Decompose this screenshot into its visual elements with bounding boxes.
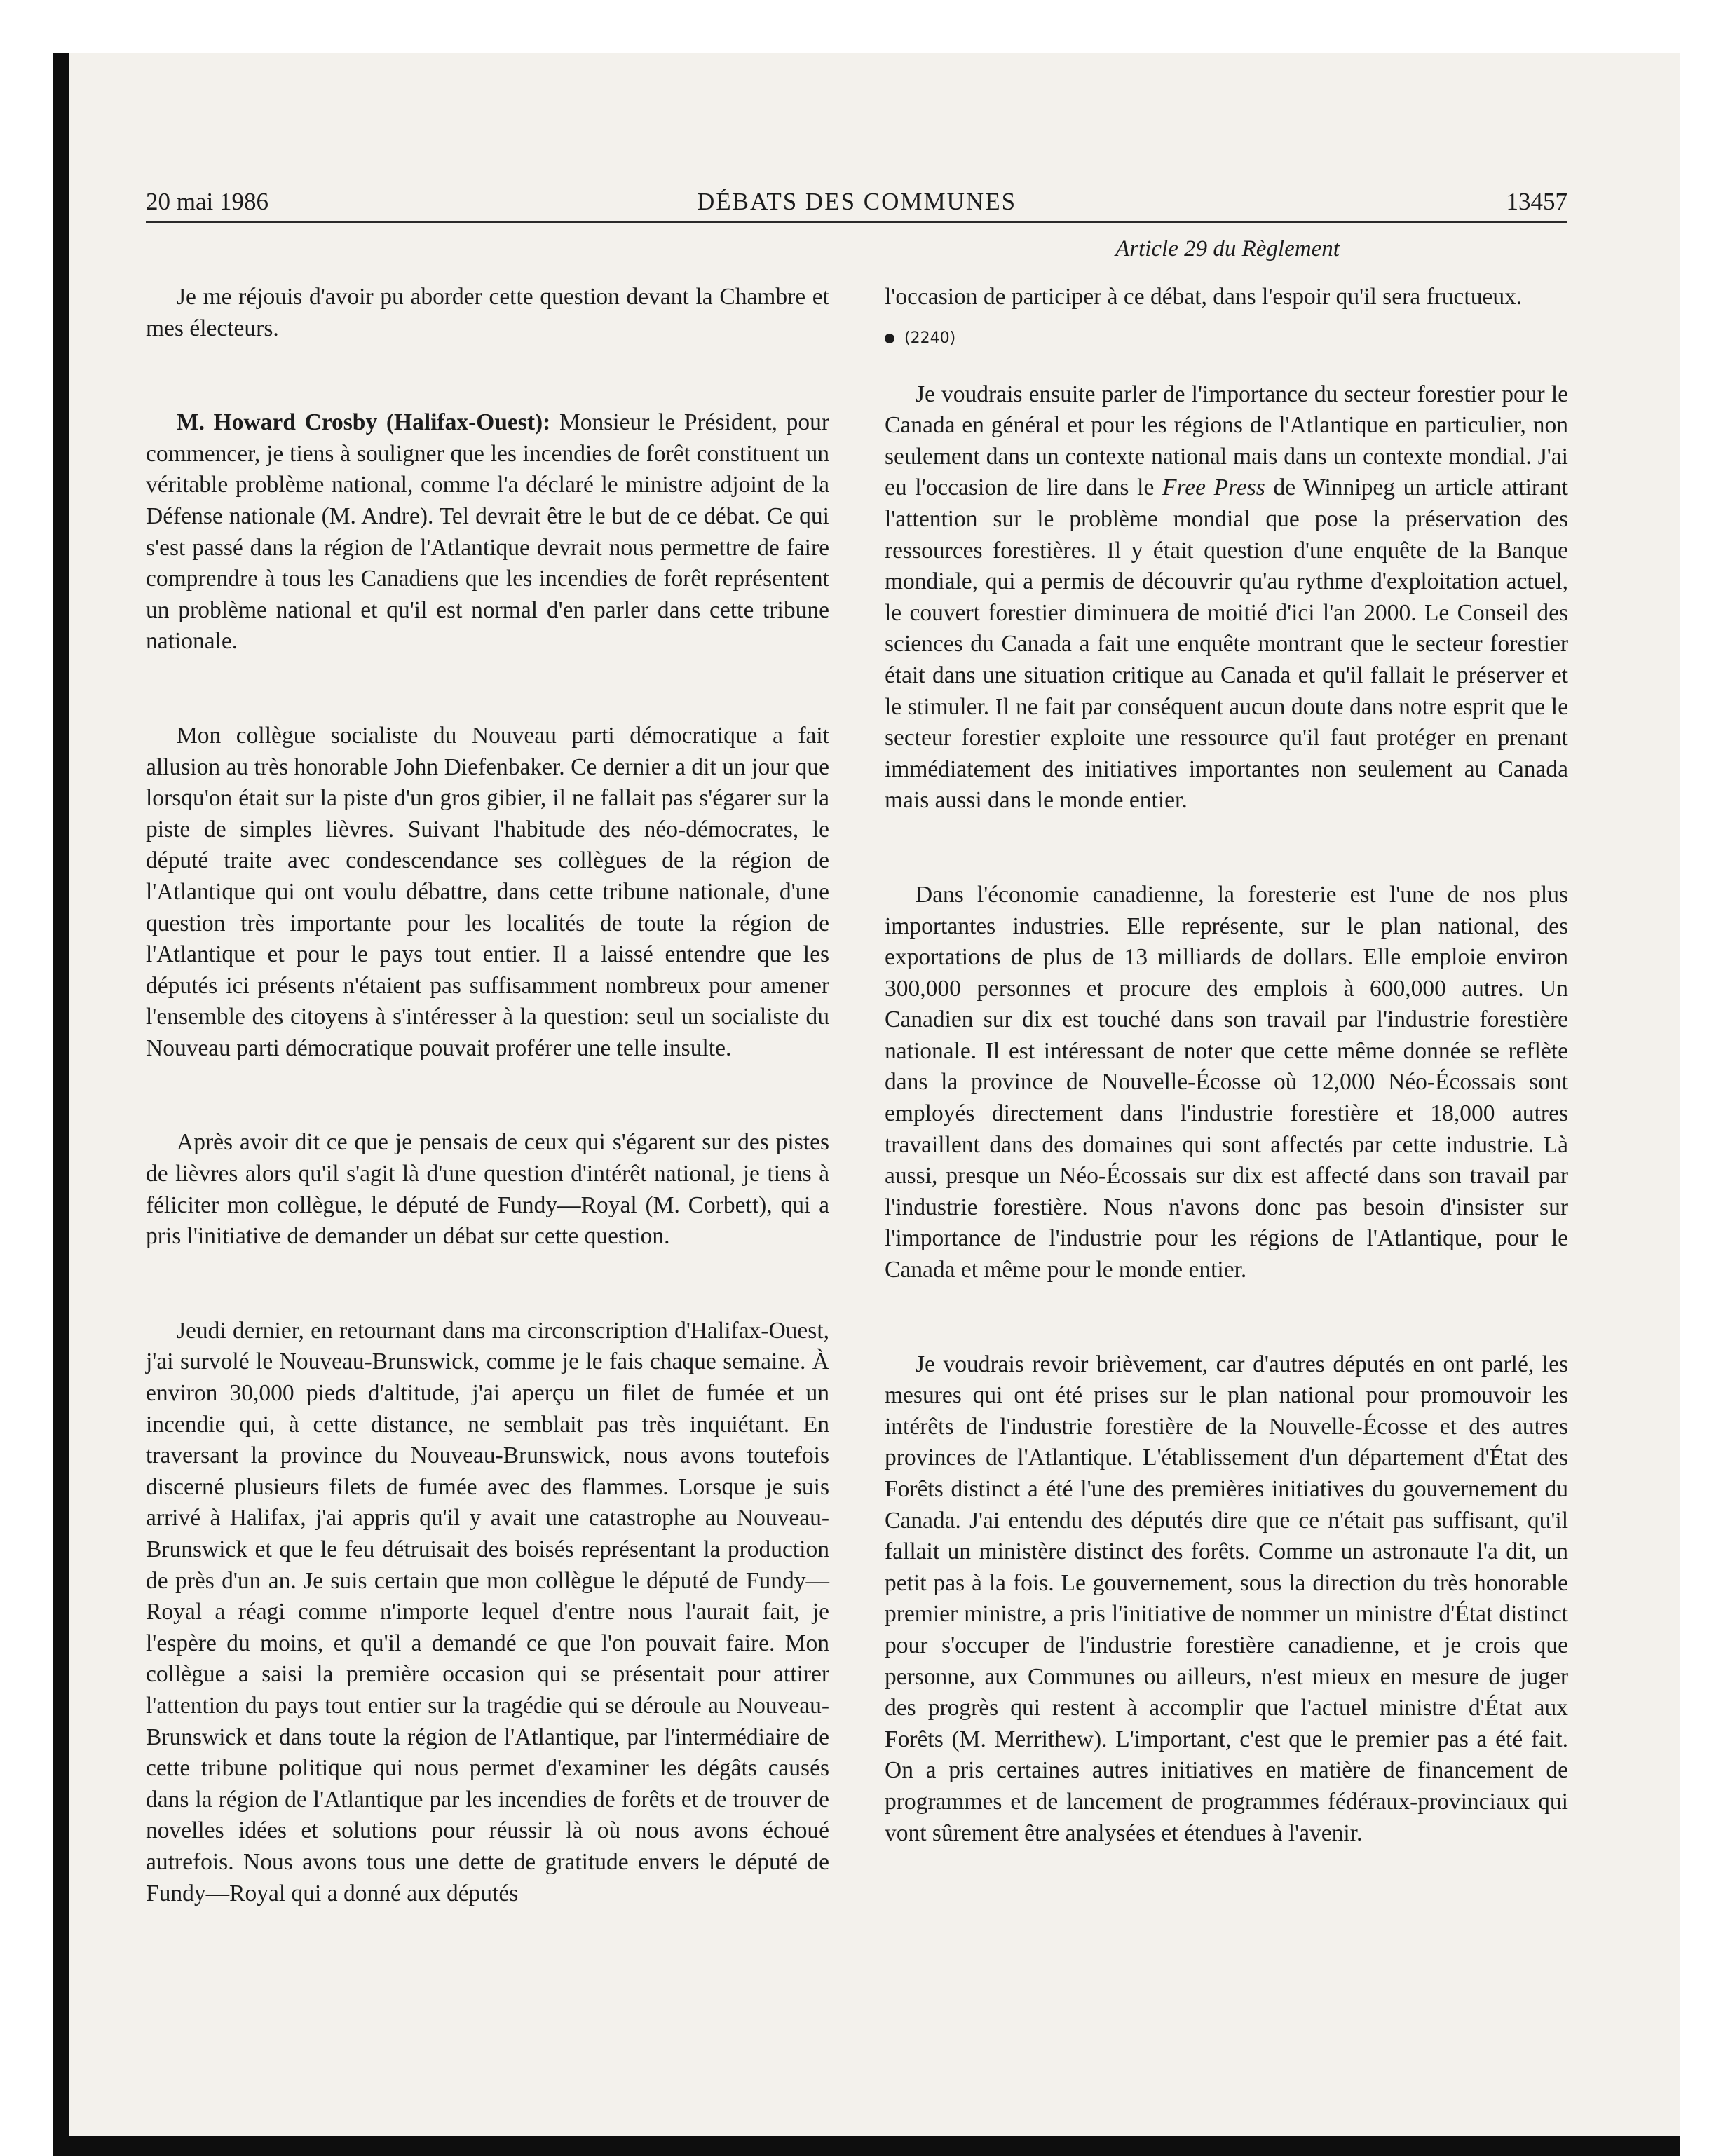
section-label: Article 29 du Règlement <box>1115 236 1340 261</box>
running-header <box>146 181 1567 223</box>
header-publication: DÉBATS DES COMMUNES <box>696 188 1017 215</box>
paragraph-text: Je voudrais ensuite parler de l'importance du secteur forestier pour le Canada en général et pour les régions de l'Atlantique en particulier, non seulement dans un contexte national mais dans un contexte mondial. J'ai eu l'occasion de lire dans le <box>885 381 1568 501</box>
scan-edge-left <box>53 53 69 2150</box>
newspaper-title: Free Press <box>1162 475 1265 501</box>
speaker-paragraph <box>146 407 829 657</box>
paragraph: Jeudi dernier, en retournant dans ma circonscription d'Halifax-Ouest, j'ai survolé le Nouveau-Brunswick, comme je le fais chaque semaine. À environ 30,000 pieds d'altitude, j'ai aperçu un filet de fumée et un incendie qui, à cette distance, ne semblait pas très inquiétant. En traversant la province du Nouveau-Brunswick, nous avons toutefois discerné plusieurs filets de fumée avec des flammes. Lorsque je suis arrivé à Halifax, j'ai appris qu'il y avait une catastrophe au Nouveau-Brunswick et que le feu détruisait des boisés représentant la production de près d'un an. Je suis certain que mon collègue le député de Fundy—Royal a réagi comme n'importe lequel d'entre nous l'aurait fait, je l'espère du moins, et qu'il a demandé ce que l'on pouvait faire. Mon collègue a saisi la première occasion qui se présentait pour attirer l'attention du pays tout entier sur la tragédie qui se déroule au Nouveau-Brunswick et dans toute la région de l'Atlantique, par l'intermédiaire de cette tribune politique qui nous permet d'examiner les dégâts causés dans la région de l'Atlantique par les incendies de forêts et de trouver de novelles idées et solutions pour réussir là où nous avons échoué autrefois. Nous avons tous une dette de gratitude envers le député de Fundy—Royal qui a donné aux députés <box>146 1317 829 1906</box>
paragraph: Dans l'économie canadienne, la foresterie est l'une de nos plus importantes industries. Elle représente, sur le plan national, des exportations de plus de 13 milliards de dollars. Elle emploie environ 300,000 personnes et procure des emplois à 600,000 autres. Un Canadien sur dix est touché dans son travail par l'industrie forestière nationale. Il est intéressant de noter que cette même donnée se reflète dans la province de Nouvelle-Écosse où 12,000 Néo-Écossais sont employés directement dans l'industrie forestière et 18,000 autres travaillent dans des domaines qui sont affectés par cette industrie. Là aussi, presque un Néo-Écossais sur dix est affecté dans son travail par l'industrie forestière. Nous n'avons donc pas besoin d'insister sur l'importance de l'industrie pour les régions de l'Atlantique, pour le Canada et même pour le monde entier. <box>885 881 1568 1283</box>
right-column <box>885 282 1568 1849</box>
paragraph: Mon collègue socialiste du Nouveau parti démocratique a fait allusion au très honorable John Diefenbaker. Ce dernier a dit un jour que lorsqu'on était sur la piste d'un gros gibier, il ne fallait pas s'égarer sur la piste de simples lièvres. Suivant l'habitude des néo-démocrates, le député traite avec condescendance ses collègues de la région de l'Atlantique qui ont voulu débattre, dans cette tribune nationale, d'une question très importante pour les localités de toute la région de l'Atlantique et pour le pays tout entier. Il a laissé entendre que les députés ici présents n'étaient pas suffisamment nombreux pour amener l'ensemble des citoyens à s'intéresser à la question: seul un socialiste du Nouveau parti démocratique pouvait proférer une telle insulte. <box>146 722 829 1061</box>
header-date: 20 mai 1986 <box>146 188 268 215</box>
paragraph-continued: l'occasion de participer à ce débat, dans l'espoir qu'il sera fructueux. <box>885 284 1523 310</box>
paragraph: Je voudrais revoir brièvement, car d'autres députés en ont parlé, les mesures qui ont été prises sur le plan national pour promouvoir les intérêts de l'industrie forestière de la Nouvelle-Écosse et des autres provinces de l'Atlantique. L'établissement d'un département d'État des Forêts distinct a été l'une des premières initiatives du gouvernement du Canada. J'ai entendu des députés dire que ce n'était pas suffisant, qu'il fallait un ministère distinct des forêts. Comme un astronaute l'a dit, un petit pas à la fois. Le gouvernement, sous la direction du très honorable premier ministre, a pris l'initiative de nommer un ministre d'État distinct pour s'occuper de l'industrie forestière canadienne, et je crois que personne, aux Communes ou ailleurs, n'est mieux en mesure de juger des progrès qui restent à accomplir que l'actuel ministre d'État aux Forêts (M. Merrithew). L'important, c'est que le premier pas a été fait. On a pris certaines autres initiatives en matière de financement de programmes et de lancement de programmes fédéraux-provinciaux qui vont sûrement être analysées et étendues à l'avenir. <box>885 1351 1568 1846</box>
header-page-number: 13457 <box>1506 188 1567 215</box>
timestamp-marker <box>885 325 1568 353</box>
timestamp-text: (2240) <box>904 329 956 347</box>
speaker-name: M. Howard Crosby (Halifax-Ouest): <box>177 409 551 436</box>
paragraph: Je me réjouis d'avoir pu aborder cette question devant la Chambre et mes électeurs. <box>146 284 829 341</box>
header-rule <box>146 221 1567 223</box>
left-column <box>146 282 829 1909</box>
scan-edge-bottom <box>53 2136 1680 2156</box>
paragraph <box>885 379 1568 817</box>
paragraph: Après avoir dit ce que je pensais de ceux qui s'égarent sur des pistes de lièvres alors qu'il s'agit là d'une question d'intérêt national, je tiens à féliciter mon collègue, le député de Fundy—Royal (M. Corbett), qui a pris l'initiative de demander un débat sur cette question. <box>146 1129 829 1250</box>
speech-text: Monsieur le Président, pour commencer, je tiens à souligner que les incendies de forêt constituent un véritable problème national, comme l'a déclaré le ministre adjoint de la Défense nationale (M. Andre). Tel devrait être le but de ce débat. Ce qui s'est passé dans la région de l'Atlantique devrait nous permettre de faire comprendre à tous les Canadiens que les incendies de forêt représentent un problème national et qu'il est normal d'en parler dans cette tribune nationale. <box>146 409 829 655</box>
paragraph-text: de Winnipeg un article attirant l'attention sur le problème mondial que pose la préservation des ressources forestières. Il y était question d'une enquête de la Banque mondiale, qui a permis de découvrir qu'au rythme d'exploitation actuel, le couvert forestier diminuera de moitié d'ici l'an 2000. Le Conseil des sciences du Canada a fait une enquête montrant que le secteur forestier était dans une situation critique au Canada et qu'il fallait le préserver et le stimuler. Il ne fait par conséquent aucun doute dans notre esprit que le secteur forestier exploite une ressource qu'il faut protéger en prenant immédiatement des initiatives importantes non seulement au Canada mais aussi dans le monde entier. <box>885 475 1568 814</box>
bullet-dot-icon <box>885 334 894 343</box>
